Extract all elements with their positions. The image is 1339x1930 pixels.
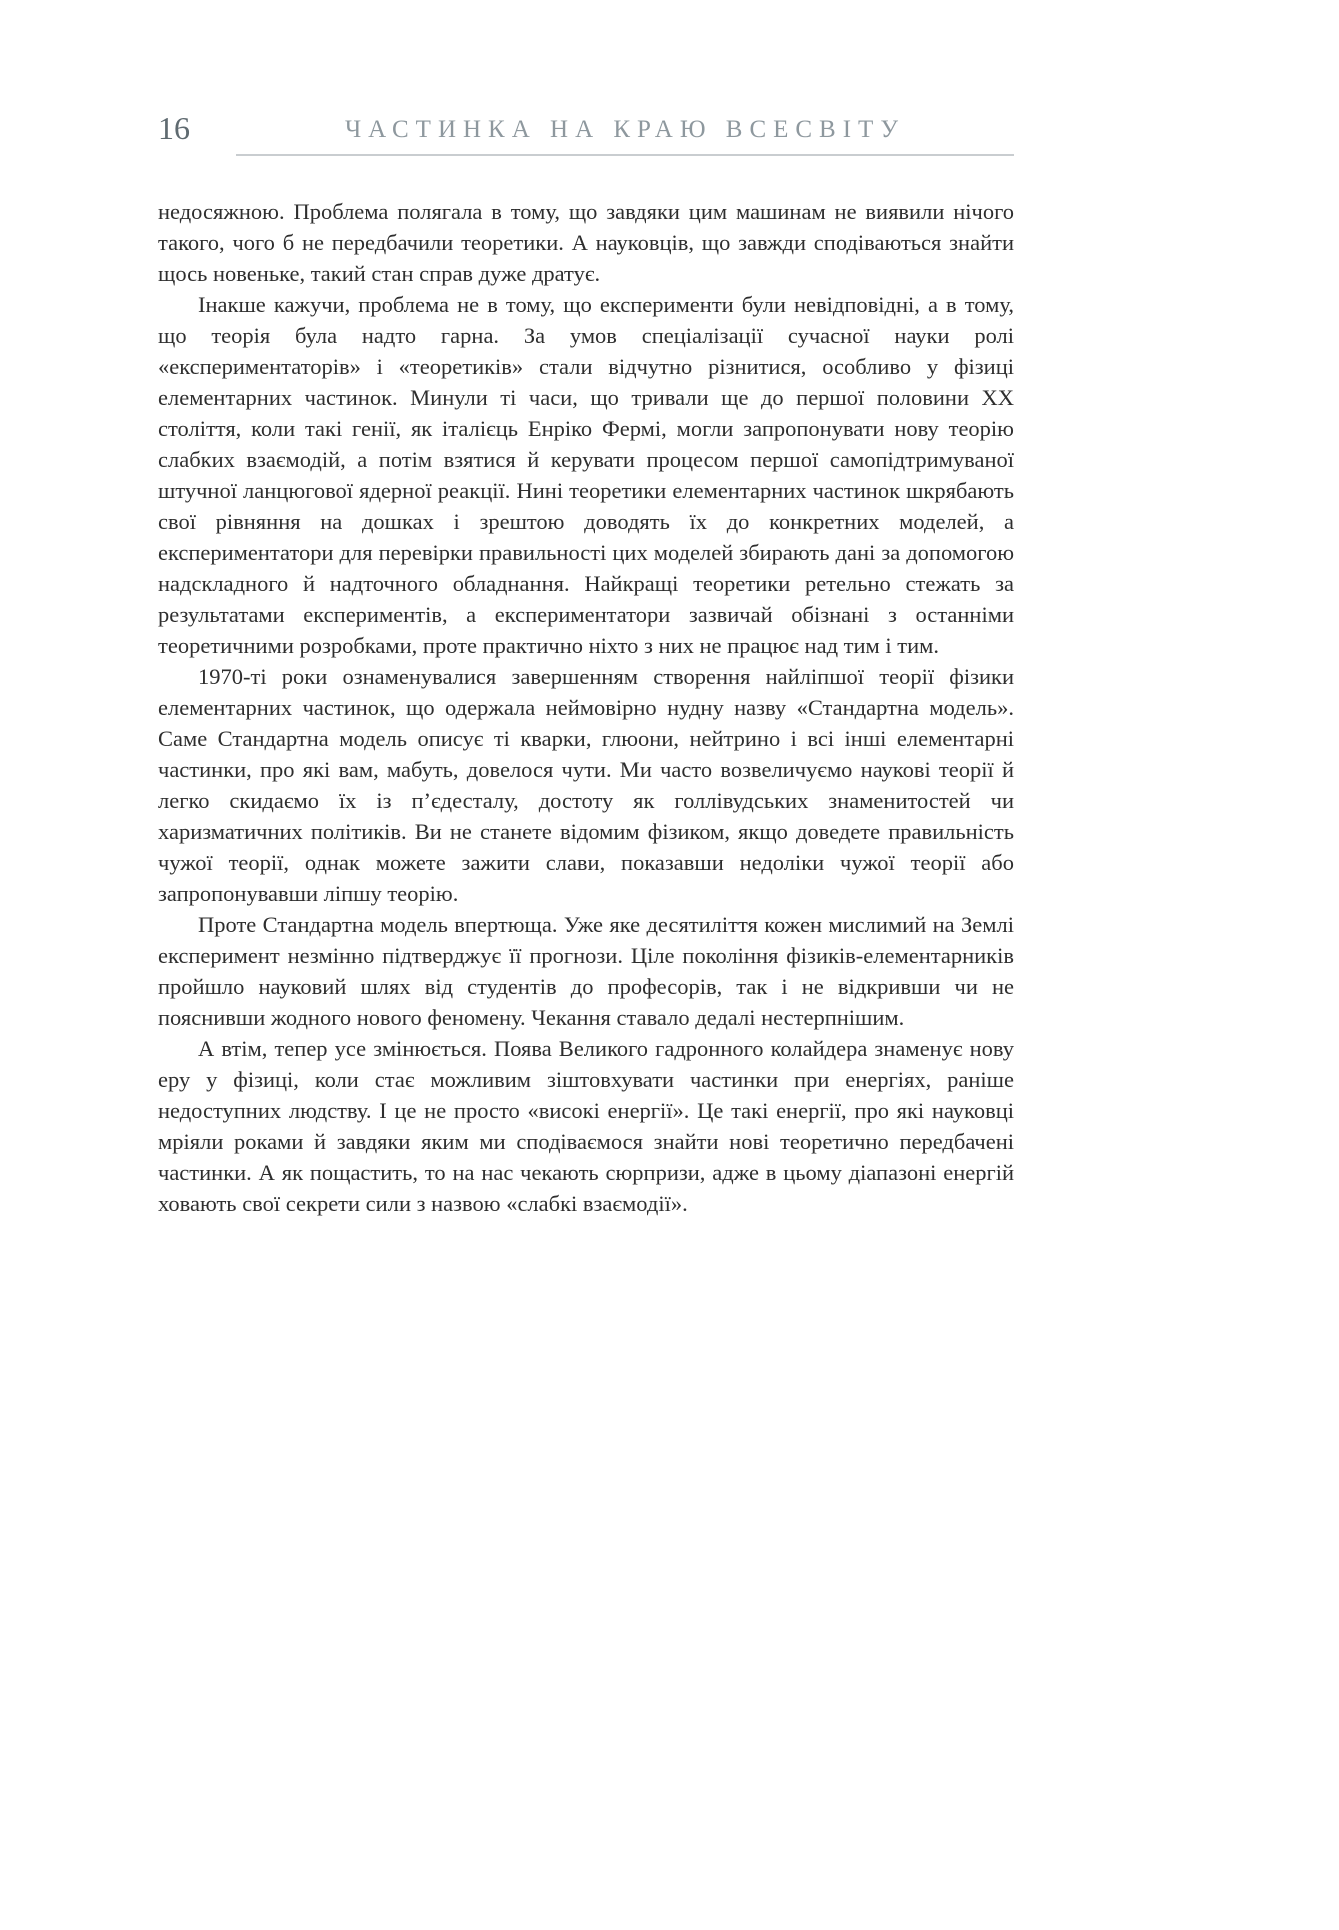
page-body-text <box>158 196 1014 1219</box>
page-number: 16 <box>158 110 190 146</box>
paragraph: А втім, тепер усе змінюється. Поява Великого гадронного колайдера знаменує нову еру у фізиці, коли стає можливим зіштовхувати частинки при енергіях, раніше недоступних людству. І це не просто «високі енергії». Це такі енергії, про які науковці мріяли роками й завдяки яким ми сподіваємося знайти нові теоретично передбачені частинки. А як пощастить, то на нас чекають сюрпризи, адже в цьому діапазоні енергій ховають свої секрети сили з назвою «слабкі взаємодії». <box>158 1036 1014 1216</box>
paragraph: недосяжною. Проблема полягала в тому, що завдяки цим машинам не виявили нічого такого, чого б не передбачили теоретики. А науковців, що завжди сподіваються знайти щось новеньке, такий стан справ дуже дратує. <box>158 199 1014 286</box>
running-head-title: ЧАСТИНКА НА КРАЮ ВСЕСВІТУ <box>344 116 906 143</box>
header-rule <box>236 117 1014 156</box>
paragraph: Інакше кажучи, проблема не в тому, що експерименти були невідповідні, а в тому, що теорія була надто гарна. За умов спеціалізації сучасної науки ролі «експериментаторів» і «теоретиків» стали відчутно різнитися, особливо у фізиці елементарних частинок. Минули ті часи, що тривали ще до першої половини XX століття, коли такі генії, як італієць Енріко Фермі, могли запропонувати нову теорію слабких взаємодій, а потім взятися й керувати процесом першої самопідтримуваної штучної ланцюгової ядерної реакції. Нині теоретики елементарних частинок шкрябають свої рівняння на дошках і зрештою доводять їх до конкретних моделей, а експериментатори для перевірки правильності цих моделей збирають дані за допомогою надскладного й надточного обладнання. Найкращі теоретики ретельно стежать за результатами експериментів, а експериментатори зазвичай обізнані з останніми теоретичними розробками, проте практично ніхто з них не працює над тим і тим. <box>158 292 1014 658</box>
page-header <box>158 112 1014 156</box>
paragraph: Проте Стандартна модель впертюща. Уже яке десятиліття кожен мислимий на Землі експеримент незмінно підтверджує її прогнози. Ціле покоління фізиків-елементарників пройшло науковий шлях від студентів до професорів, так і не відкривши чи не пояснивши жодного нового феномену. Чекання ставало дедалі нестерпнішим. <box>158 912 1014 1030</box>
paragraph: 1970-ті роки ознаменувалися завершенням створення найліпшої теорії фізики елементарних частинок, що одержала неймовірно нудну назву «Стандартна модель». Саме Стандартна модель описує ті кварки, глюони, нейтрино і всі інші елементарні частинки, про які вам, мабуть, довелося чути. Ми часто возвеличуємо наукові теорії й легко скидаємо їх із п’єдесталу, достоту як голлівудських знаменитостей чи харизматичних політиків. Ви не станете відомим фізиком, якщо доведете правильність чужої теорії, однак можете зажити слави, показавши недоліки чужої теорії або запропонувавши ліпшу теорію. <box>158 664 1014 906</box>
